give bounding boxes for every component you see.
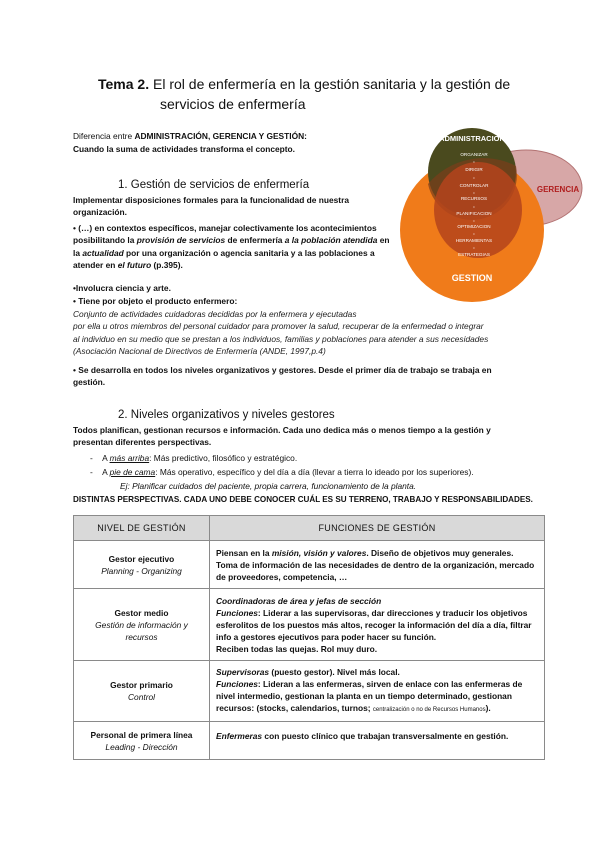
level-cell: Gestor ejecutivo Planning - Organizing — [74, 541, 210, 589]
section1-bullet2: •Involucra ciencia y arte. — [73, 283, 171, 293]
example-line: Ej: Planificar cuidados del paciente, propia carrera, funcionamiento de la planta. — [120, 481, 417, 491]
svg-text:•: • — [473, 245, 475, 250]
intro-line2: Cuando la suma de actividades transforma el concepto. — [73, 144, 295, 154]
dash-item-arriba: - A más arriba: Más predictivo, filosófico y estratégico. — [90, 453, 298, 463]
level-cell: Gestor medio Gestión de información y recursos — [74, 589, 210, 661]
section2-p1: Todos planifican, gestionan recursos e información. Cada uno dedica más o menos tiempo a la gestión y presentan diferentes perspectivas. — [73, 425, 491, 448]
venn-item-dirigir: DIRIGIR — [465, 167, 483, 172]
administracion-label: ADMINISTRACION — [439, 134, 505, 143]
section1-heading: 1. Gestión de servicios de enfermería — [118, 179, 310, 191]
svg-text:•: • — [473, 231, 475, 236]
venn-item-optimizacion: OPTIMIZACION — [457, 224, 491, 229]
header-level: NIVEL DE GESTIÓN — [74, 516, 210, 541]
section1-bullet1: • (…) en contextos específicos, manejar colectivamente los acontecimientos posibilitando la provisión de servicios de enfermería a la población atendida en la actualidad por una organización o agencia sanitaria y a las poblaciones a atender en el futuro (p.395). — [73, 223, 390, 271]
venn-item-controlar: CONTROLAR — [459, 183, 489, 188]
venn-diagram — [398, 126, 584, 308]
table-row — [74, 541, 545, 589]
header-functions: FUNCIONES DE GESTIÓN — [210, 516, 545, 541]
intro-bold: ADMINISTRACIÓN, GERENCIA Y GESTIÓN: — [134, 131, 307, 141]
functions-cell: Piensan en la misión, visión y valores. Diseño de objetivos muy generales. Toma de información de las necesidades de dentro de la organización, mercado de proveedores, competencia, … — [210, 541, 545, 589]
title-prefix: Tema 2. — [98, 76, 150, 92]
table-row — [74, 661, 545, 722]
dash-item-pie: - A pie de cama: Más operativo, específico y del día a día (llevar a tierra lo ideado por los superiores). — [90, 467, 474, 477]
venn-item-recursos: RECURSOS — [460, 196, 488, 201]
section1-bullet4: • Se desarrolla en todos los niveles organizativos y gestores. Desde el primer día de trabajo se trabaja en gestión. — [73, 365, 492, 388]
quote-line: (Asociación Nacional de Directivos de Enfermería (ANDE, 1997,p.4) — [73, 346, 326, 357]
quote-line: por ella u otros miembros del personal cuidador para promover la salud, recuperar de la enfermedad o integrar — [73, 321, 484, 332]
svg-text:•: • — [473, 190, 475, 195]
svg-text:•: • — [473, 218, 475, 223]
gerencia-label: GERENCIA — [536, 185, 580, 194]
intro-line1 — [73, 130, 307, 142]
venn-item-organizar: ORGANIZAR — [460, 152, 488, 157]
quote-line: Conjunto de actividades cuidadoras decididas por la enfermera y ejecutadas — [73, 309, 357, 319]
functions-cell: Supervisoras (puesto gestor). Nivel más local. Funciones: Lideran a las enfermeras, sirven de enlace con las enfermeras de nivel intermedio, gestionan la planta en un tiempo determinado, gestionan recursos: (stocks, calendarios, turnos; centralización o no de Recursos Humanos). — [210, 661, 545, 722]
functions-table — [73, 515, 545, 760]
table-row — [74, 589, 545, 661]
title-line1: El rol de enfermería en la gestión sanitaria y la gestión de — [149, 76, 511, 92]
venn-item-estrategias: ESTRATEGIAS — [458, 252, 490, 257]
level-cell: Gestor primario Control — [74, 661, 210, 722]
intro-text: Diferencia entre — [73, 131, 135, 141]
level-cell: Personal de primera línea Leading - Dirección — [74, 722, 210, 760]
section1-quote — [73, 308, 533, 358]
gestion-label: GESTION — [451, 273, 493, 283]
functions-cell: Coordinadoras de área y jefas de sección Funciones: Liderar a las supervisoras, dar direcciones y traducir los objetivos esferolitos de los puestos más altos, recoger la información del día a día, filtrar info a gestores ejecutivos para poder hacer su función. Reciben todas las quejas. Rol muy duro. — [210, 589, 545, 661]
section1-bullet3: • Tiene por objeto el producto enfermero: — [73, 296, 238, 306]
section1-p1: Implementar disposiciones formales para la funcionalidad de nuestra organización. — [73, 195, 349, 218]
svg-text:•: • — [473, 204, 475, 209]
svg-text:•: • — [473, 159, 475, 164]
title-line2: servicios de enfermería — [160, 96, 306, 112]
venn-item-planificacion: PLANIFICACION — [456, 211, 492, 216]
venn-item-herramientas: HERRAMIENTAS — [455, 238, 493, 243]
center-overlap — [434, 162, 522, 258]
functions-cell: Enfermeras con puesto clínico que trabajan transversalmente en gestión. — [210, 722, 545, 760]
section2-heading: 2. Niveles organizativos y niveles gestores — [118, 409, 335, 421]
quote-line: al individuo en su medio que se prestan a los individuos, familias y poblaciones para atender a sus necesidades — [73, 333, 489, 344]
table-row — [74, 722, 545, 760]
page-title — [98, 74, 538, 114]
svg-text:•: • — [473, 175, 475, 180]
perspectives-line: DISTINTAS PERSPECTIVAS. CADA UNO DEBE CONOCER CUÁL ES SU TERRENO, TRABAJO Y RESPONSABILIDADES. — [73, 495, 533, 504]
table-header-row — [74, 516, 545, 541]
